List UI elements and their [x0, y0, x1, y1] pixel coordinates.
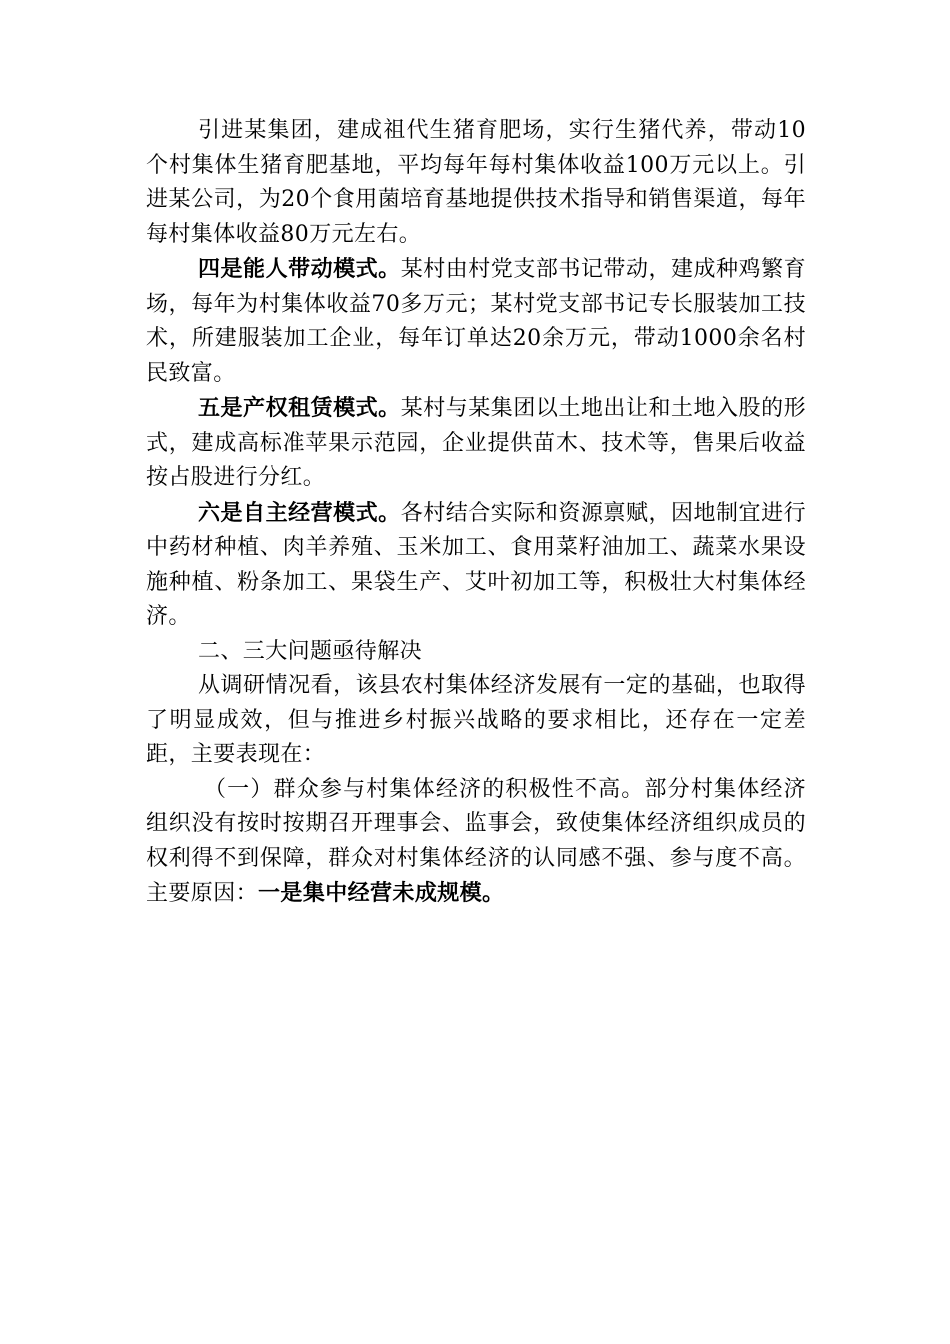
paragraph-text: 某村由村党支部书记带动，建成种鸡繁育场，每年为村集体收益70多万元；某村党支部书记专长服装加工技术，所建服装加工企业，每年订单达20余万元，带动1000余名村民致富。: [146, 257, 807, 386]
paragraph-property-lease-model: [146, 391, 806, 496]
paragraph-text: 从调研情况看，该县农村集体经济发展有一定的基础，也取得了明显成效，但与推进乡村振兴战略的要求相比，还存在一定差距，主要表现在：: [146, 673, 806, 767]
document-body: [146, 114, 806, 912]
paragraph-introduced-enterprises: [146, 114, 806, 252]
paragraph-self-operation-model: [146, 496, 806, 635]
paragraph-text: （一）群众参与村集体经济的积极性不高。部分村集体经济组织没有按时按期召开理事会、监事会，致使集体经济组织成员的权利得不到保障，群众对村集体经济的认同感不强、参与度不高。主要原因：: [146, 776, 806, 906]
paragraph-problem-one: [146, 773, 806, 912]
paragraph-text: 某村与某集团以土地出让和土地入股的形式，建成高标准苹果示范园，企业提供苗木、技术等，售果后收益按占股进行分红。: [146, 396, 807, 490]
section-heading: 二、三大问题亟待解决: [198, 638, 423, 664]
paragraph-capable-leader-model: [146, 252, 806, 391]
paragraph-text: 引进某集团，建成祖代生猪育肥场，实行生猪代养，带动10个村集体生猪育肥基地，平均每年每村集体收益100万元以上。引进某公司，为20个食用菌培育基地提供技术指导和销售渠道，每年每村集体收益80万元左右。: [146, 118, 806, 247]
paragraph-lead: 四是能人带动模式。: [198, 256, 401, 282]
paragraph-lead: 一是集中经营未成规模。: [258, 880, 505, 906]
paragraph-survey-intro: [146, 669, 806, 773]
paragraph-lead: 六是自主经营模式。: [198, 499, 401, 526]
paragraph-text: 各村结合实际和资源禀赋，因地制宜进行中药材种植、肉羊养殖、玉米加工、食用菜籽油加工、蔬菜水果设施种植、粉条加工、果袋生产、艾叶初加工等，积极壮大村集体经济。: [146, 500, 807, 629]
paragraph-lead: 五是产权租赁模式。: [198, 395, 401, 421]
